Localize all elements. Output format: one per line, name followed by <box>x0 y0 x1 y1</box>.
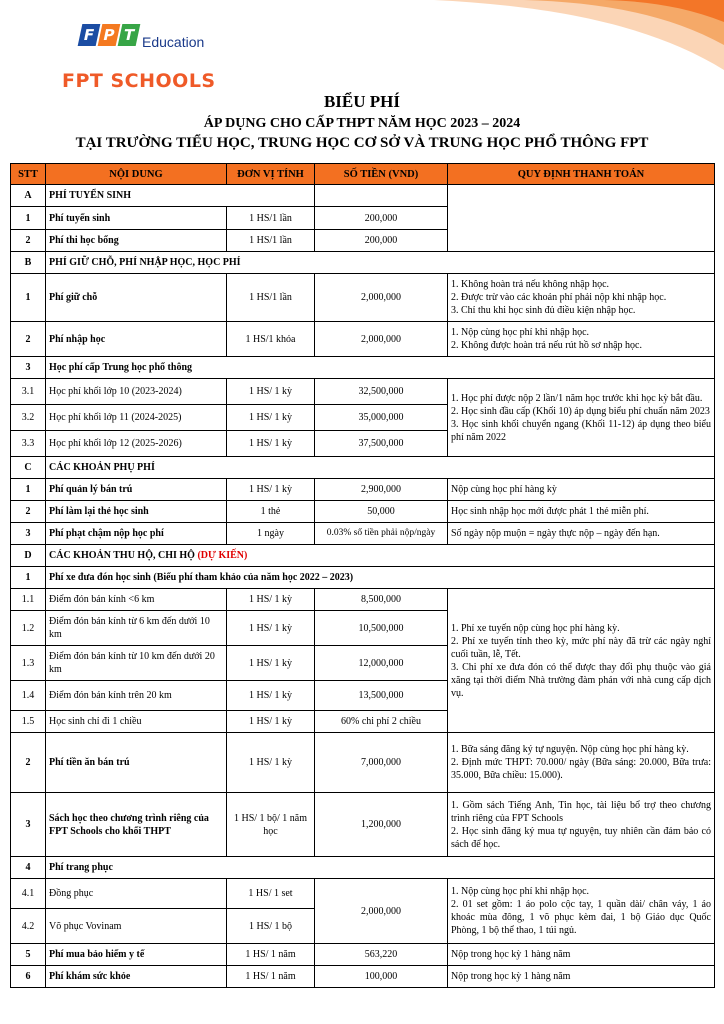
row-stt: 1 <box>11 567 46 589</box>
fpt-logo-badge <box>80 24 138 46</box>
subsection-row <box>11 567 715 589</box>
section-stt: D <box>11 545 46 567</box>
row-payment-rule: Nộp trong học kỳ 1 hàng năm <box>448 944 715 966</box>
table-row <box>11 793 715 857</box>
note-line: 1. Không hoàn trả nếu không nhập học. <box>451 279 610 290</box>
header-unit: ĐƠN VỊ TÍNH <box>227 164 315 185</box>
row-unit: 1 HS/1 khóa <box>227 322 315 357</box>
note-line: 2. Học sinh đầu cấp (Khối 10) áp dụng biểu phí chuẩn năm 2023 <box>451 405 710 417</box>
note-line: 2. Phí xe tuyến tính theo kỳ, mức phí này đã trừ các ngày nghỉ cuối tuần, lễ, Tết. <box>451 635 711 660</box>
row-payment-rule: Nộp trong học kỳ 1 hàng năm <box>448 966 715 988</box>
document-title: BIỂU PHÍ <box>323 92 401 111</box>
row-name: Phí nhập học <box>46 322 227 357</box>
row-unit: 1 HS/ 1 set <box>227 879 315 909</box>
row-name: Học phí khối lớp 12 (2025-2026) <box>46 431 227 457</box>
row-payment-rule <box>448 322 715 357</box>
logo-letter-f: F <box>78 24 101 46</box>
row-stt: 3 <box>11 523 46 545</box>
row-amount: 2,000,000 <box>315 879 448 944</box>
note-line: 2. Định mức THPT: 70.000/ ngày (Bữa sáng: 20.000, Bữa trưa: 35.000, Bữa chiều: 15.000). <box>451 757 711 781</box>
row-payment-rule <box>448 879 715 944</box>
note-line: 3. Chỉ thu khi học sinh đủ điều kiện nhập học. <box>451 305 636 316</box>
row-stt: 4.1 <box>11 879 46 909</box>
note-line: 1. Phí xe tuyến nộp cùng học phí hàng kỳ. <box>451 622 620 634</box>
logo-letter-t: T <box>118 24 141 46</box>
logo-letter-p: P <box>98 24 121 46</box>
row-amount: 2,900,000 <box>315 479 448 501</box>
logo-schools-text: FPT SCHOOLS <box>62 70 216 92</box>
section-row <box>11 545 715 567</box>
table-row <box>11 479 715 501</box>
row-payment-rule <box>448 274 715 322</box>
row-stt: 3 <box>11 793 46 857</box>
row-amount: 35,000,000 <box>315 405 448 431</box>
row-name: Phí khám sức khỏe <box>46 966 227 988</box>
section-title <box>46 545 715 567</box>
row-stt: 5 <box>11 944 46 966</box>
note-line: 2. 01 set gồm: 1 áo polo cộc tay, 1 quần dài/ chân váy, 1 áo khoác mùa đông, 1 võ phục kèm đai, 1 bộ Giáo dục Quốc Phòng, 1 bộ thể thao, 1 túi ngủ. <box>451 899 711 936</box>
row-amount: 563,220 <box>315 944 448 966</box>
row-stt: 1 <box>11 274 46 322</box>
row-amount: 10,500,000 <box>315 611 448 646</box>
note-line: 2. Không được hoàn trả nếu rút hồ sơ nhập học. <box>451 340 642 351</box>
row-payment-rule <box>448 793 715 857</box>
row-stt: 2 <box>11 501 46 523</box>
table-row <box>11 966 715 988</box>
row-amount: 50,000 <box>315 501 448 523</box>
row-name: Sách học theo chương trình riêng của FPT Schools cho khối THPT <box>46 793 227 857</box>
document-subtitle-school: TẠI TRƯỜNG TIỂU HỌC, TRUNG HỌC CƠ SỞ VÀ TRUNG HỌC PHỔ THÔNG FPT <box>75 135 649 151</box>
row-payment-rule: Nộp cùng học phí hàng kỳ <box>448 479 715 501</box>
row-name: Học sinh chỉ đi 1 chiều <box>46 711 227 733</box>
row-name: Phí làm lại thẻ học sinh <box>46 501 227 523</box>
estimate-tag: (DỰ KIẾN) <box>197 550 248 561</box>
subsection-row <box>11 357 715 379</box>
note-line: 1. Nộp cùng học phí khi nhập học. <box>451 327 590 338</box>
row-unit: 1 HS/ 1 bộ/ 1 năm học <box>227 793 315 857</box>
row-name: Phí tuyển sinh <box>46 207 227 230</box>
row-payment-rule <box>448 733 715 793</box>
section-stt: B <box>11 252 46 274</box>
row-unit: 1 HS/ 1 kỳ <box>227 611 315 646</box>
fee-table <box>10 163 715 988</box>
section-stt: A <box>11 185 46 207</box>
row-name: Học phí cấp Trung học phổ thông <box>46 357 715 379</box>
row-stt: 1.1 <box>11 589 46 611</box>
row-name: Đồng phục <box>46 879 227 909</box>
row-amount: 12,000,000 <box>315 646 448 681</box>
row-name: Điểm đón bán kính trên 20 km <box>46 681 227 711</box>
note-line: 1. Nộp cùng học phí khi nhập học. <box>451 886 590 897</box>
row-amount: 32,500,000 <box>315 379 448 405</box>
table-row <box>11 589 715 611</box>
header-swoosh-decoration <box>284 0 724 95</box>
row-stt: 3.3 <box>11 431 46 457</box>
row-unit: 1 HS/ 1 kỳ <box>227 405 315 431</box>
row-name: Võ phục Vovinam <box>46 909 227 944</box>
row-name: Phí quản lý bán trú <box>46 479 227 501</box>
empty-cell <box>315 185 448 207</box>
row-unit: 1 HS/ 1 kỳ <box>227 733 315 793</box>
section-row <box>11 252 715 274</box>
row-payment-rule <box>448 589 715 733</box>
row-amount: 37,500,000 <box>315 431 448 457</box>
note-line: 3. Học sinh khối chuyển ngang (Khối 11-12) áp dụng theo biểu phí năm 2022 <box>451 418 711 443</box>
row-stt: 1.4 <box>11 681 46 711</box>
row-amount: 100,000 <box>315 966 448 988</box>
row-name: Học phí khối lớp 11 (2024-2025) <box>46 405 227 431</box>
header-amount: SỐ TIỀN (VND) <box>315 164 448 185</box>
section-row <box>11 185 715 207</box>
row-unit: 1 HS/1 lần <box>227 274 315 322</box>
row-amount: 13,500,000 <box>315 681 448 711</box>
section-stt: C <box>11 457 46 479</box>
row-stt: 1.5 <box>11 711 46 733</box>
header-payment-rule: QUY ĐỊNH THANH TOÁN <box>448 164 715 185</box>
table-row <box>11 501 715 523</box>
row-unit: 1 HS/1 lần <box>227 207 315 230</box>
row-name: Phí xe đưa đón học sinh (Biểu phí tham khảo của năm học 2022 – 2023) <box>46 567 715 589</box>
empty-cell <box>448 185 715 252</box>
row-unit: 1 HS/ 1 kỳ <box>227 711 315 733</box>
row-payment-rule: Số ngày nộp muộn = ngày thực nộp – ngày đến hạn. <box>448 523 715 545</box>
row-amount: 200,000 <box>315 207 448 230</box>
row-stt: 4.2 <box>11 909 46 944</box>
row-stt: 2 <box>11 230 46 252</box>
row-name: Phí giữ chỗ <box>46 274 227 322</box>
section-title: CÁC KHOẢN PHỤ PHÍ <box>46 457 715 479</box>
row-amount: 7,000,000 <box>315 733 448 793</box>
row-stt: 4 <box>11 857 46 879</box>
row-amount: 200,000 <box>315 230 448 252</box>
note-line: 1. Bữa sáng đăng ký tự nguyện. Nộp cùng học phí hàng kỳ. <box>451 744 689 755</box>
row-payment-rule <box>448 379 715 457</box>
note-line: 2. Được trừ vào các khoản phí phải nộp khi nhập học. <box>451 292 667 303</box>
subsection-row <box>11 857 715 879</box>
row-unit: 1 HS/ 1 kỳ <box>227 431 315 457</box>
row-stt: 3 <box>11 357 46 379</box>
row-amount: 2,000,000 <box>315 322 448 357</box>
row-unit: 1 HS/ 1 kỳ <box>227 646 315 681</box>
row-stt: 1 <box>11 207 46 230</box>
table-row <box>11 379 715 405</box>
note-line: 1. Học phí được nộp 2 lần/1 năm học trước khi học kỳ bắt đầu. <box>451 392 703 404</box>
section-row <box>11 457 715 479</box>
row-unit: 1 HS/ 1 năm <box>227 966 315 988</box>
row-stt: 2 <box>11 733 46 793</box>
note-line: 2. Học sinh đăng ký mua tự nguyện, tuy nhiên cần đảm bảo có sách để học. <box>451 825 711 850</box>
row-unit: 1 HS/1 lần <box>227 230 315 252</box>
header-stt: STT <box>11 164 46 185</box>
table-row <box>11 274 715 322</box>
row-unit: 1 thẻ <box>227 501 315 523</box>
row-amount: 8,500,000 <box>315 589 448 611</box>
row-name: Phí tiền ăn bán trú <box>46 733 227 793</box>
row-stt: 2 <box>11 322 46 357</box>
table-header-row <box>11 164 715 185</box>
table-row <box>11 944 715 966</box>
fpt-schools-logo <box>62 24 232 96</box>
section-title: PHÍ TUYỂN SINH <box>46 185 315 207</box>
row-stt: 6 <box>11 966 46 988</box>
section-title-text: CÁC KHOẢN THU HỘ, CHI HỘ <box>49 550 195 561</box>
row-stt: 3.2 <box>11 405 46 431</box>
document-title-block <box>0 92 724 153</box>
document-subtitle: ÁP DỤNG CHO CẤP THPT NĂM HỌC 2023 – 2024 <box>203 116 521 131</box>
row-unit: 1 HS/ 1 kỳ <box>227 589 315 611</box>
logo-education-text: Education <box>142 34 205 50</box>
note-line: 3. Chi phí xe đưa đón có thể được thay đổi phụ thuộc vào giá xăng tại thời điểm Nhà trường đàm phán với nhà cung cấp dịch vụ. <box>451 661 711 699</box>
table-row <box>11 523 715 545</box>
row-payment-rule: Học sinh nhập học mới được phát 1 thẻ miễn phí. <box>448 501 715 523</box>
row-unit: 1 HS/ 1 kỳ <box>227 479 315 501</box>
row-amount: 1,200,000 <box>315 793 448 857</box>
section-title: PHÍ GIỮ CHỖ, PHÍ NHẬP HỌC, HỌC PHÍ <box>46 252 715 274</box>
row-name: Phí trang phục <box>46 857 715 879</box>
row-unit: 1 HS/ 1 kỳ <box>227 681 315 711</box>
row-stt: 3.1 <box>11 379 46 405</box>
row-name: Phí mua bảo hiểm y tế <box>46 944 227 966</box>
header-content: NỘI DUNG <box>46 164 227 185</box>
row-name: Điểm đón bán kính từ 6 km đến dưới 10 km <box>46 611 227 646</box>
table-row <box>11 733 715 793</box>
row-name: Phí phạt chậm nộp học phí <box>46 523 227 545</box>
row-name: Học phí khối lớp 10 (2023-2024) <box>46 379 227 405</box>
row-stt: 1.3 <box>11 646 46 681</box>
row-unit: 1 HS/ 1 kỳ <box>227 379 315 405</box>
row-stt: 1.2 <box>11 611 46 646</box>
row-name: Điểm đón bán kính từ 10 km đến dưới 20 km <box>46 646 227 681</box>
table-row <box>11 322 715 357</box>
row-name: Điểm đón bán kính <6 km <box>46 589 227 611</box>
row-amount: 60% chi phí 2 chiều <box>315 711 448 733</box>
row-amount: 0.03% số tiền phải nộp/ngày <box>315 523 448 545</box>
row-stt: 1 <box>11 479 46 501</box>
row-unit: 1 HS/ 1 bộ <box>227 909 315 944</box>
row-amount: 2,000,000 <box>315 274 448 322</box>
table-row <box>11 879 715 909</box>
row-name: Phí thi học bổng <box>46 230 227 252</box>
row-unit: 1 HS/ 1 năm <box>227 944 315 966</box>
note-line: 1. Gồm sách Tiếng Anh, Tin học, tài liệu bổ trợ theo chương trình riêng của FPT Schools <box>451 799 711 824</box>
row-unit: 1 ngày <box>227 523 315 545</box>
